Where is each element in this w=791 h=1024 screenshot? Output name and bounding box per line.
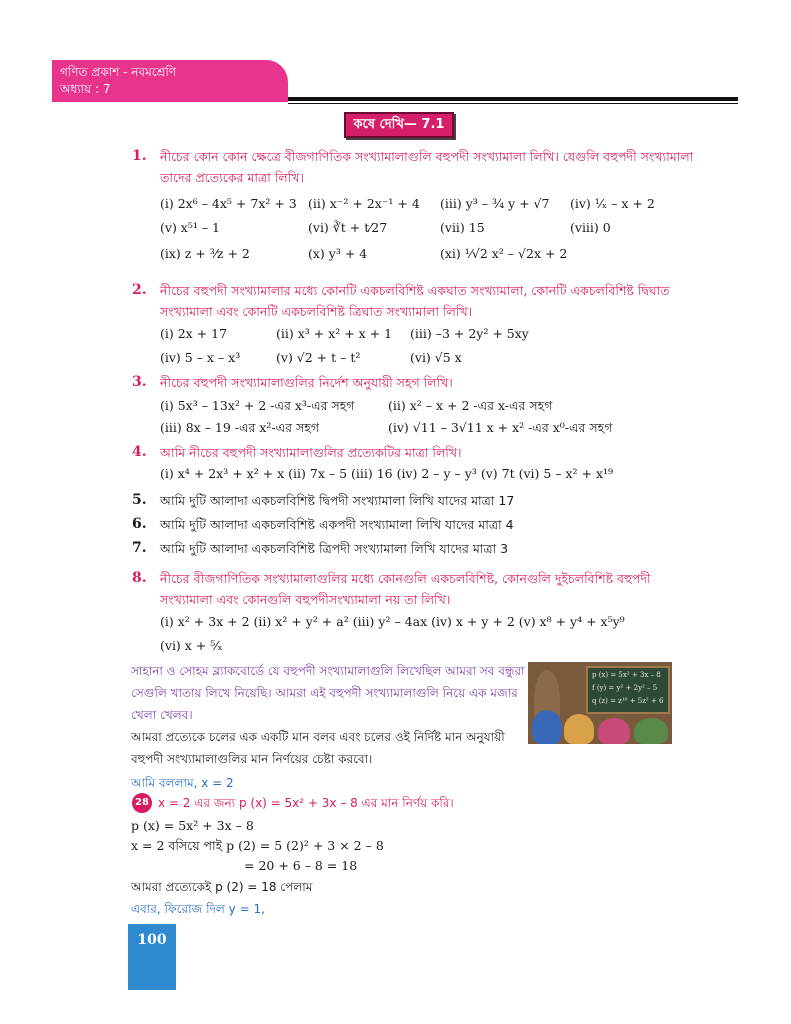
student-green [634, 718, 668, 744]
q2-item-v: (v) √2 + t – t² [276, 350, 361, 365]
work-line-3: = 20 + 6 – 8 = 18 [244, 858, 358, 873]
question-5-number: 5. [132, 492, 147, 508]
question-7-number: 7. [132, 540, 147, 556]
q3-item-iv: (iv) √11 – 3√11 x + x² -এর x⁰-এর সহগ [388, 420, 613, 435]
question-1-text: নীচের কোন কোন ক্ষেত্রে বীজগাণিতিক সংখ্যামালাগুলি বহুপদী সংখ্যামালা লিখি। যেগুলি বহুপদী সংখ্যামালা তাদের প্রত্যেকের মাত্রা লিখি। [160, 149, 694, 185]
q3-item-ii: (ii) x² – x + 2 -এর x-এর সহগ [388, 398, 553, 413]
page-number-tab [128, 924, 176, 990]
q2-item-ii: (ii) x³ + x² + x + 1 [276, 326, 393, 341]
question-5-text: আমি দুটি আলাদা একচলবিশিষ্ট দ্বিপদী সংখ্যামালা লিখি যাদের মাত্রা 17 [160, 493, 515, 508]
question-4-text: আমি নীচের বহুপদী সংখ্যামালাগুলির প্রত্যেকটির মাত্রা লিখি। [160, 445, 462, 460]
q1-item-vii: (vii) 15 [440, 220, 485, 235]
question-8-text: নীচের বীজগাণিতিক সংখ্যামালাগুলির মধ্যে কোনগুলি একচলবিশিষ্ট, কোনগুলি দুইচলবিশিষ্ট বহুপদী সংখ্যামালা এবং কোনগুলি বহুপদীসংখ্যামালা নয় তা লিখি। [160, 571, 651, 607]
q3-item-iii: (iii) 8x – 19 -এর x²-এর সহগ [160, 420, 320, 435]
q1-item-viii: (viii) 0 [570, 220, 611, 235]
story-paragraph-2: আমরা প্রত্যেকে চলের এক একটি মান বলব এবং চলের ওই নির্দিষ্ট মান অনুযায়ী বহুপদী সংখ্যামালাগুলির মান নির্ণয়ের চেষ্টা করবো। [131, 730, 505, 766]
q1-item-ix: (ix) z + ³⁄z + 2 [160, 246, 250, 261]
classroom-illustration [528, 662, 672, 744]
q2-item-iii: (iii) –3 + 2y² + 5xy [410, 326, 529, 341]
q2-item-vi: (vi) √5 x [410, 350, 462, 365]
work-line-1: p (x) = 5x² + 3x – 8 [131, 818, 254, 833]
exercise-title: কষে দেখি— 7.1 [344, 112, 454, 138]
question-3-number: 3. [132, 374, 147, 390]
question-7-text: আমি দুটি আলাদা একচলবিশিষ্ট ত্রিপদী সংখ্যামালা লিখি যাদের মাত্রা 3 [160, 541, 509, 556]
question-1-number: 1. [132, 148, 147, 164]
book-title: গণিত প্রকাশ - নবমশ্রেণি [60, 65, 177, 79]
q8-items-line1: (i) x² + 3x + 2 (ii) x² + y² + a² (iii) y² – 4ax (iv) x + y + 2 (v) x⁸ + y⁴ + x⁵y⁹ [160, 614, 625, 629]
student-yellow [564, 714, 594, 744]
header-rule-thin [288, 103, 738, 104]
q1-item-i: (i) 2x⁶ – 4x⁵ + 7x² + 3 [160, 196, 297, 211]
q2-item-i: (i) 2x + 17 [160, 326, 228, 341]
blackboard [586, 666, 670, 714]
question-3-text: নীচের বহুপদী সংখ্যামালাগুলির নির্দেশ অনুযায়ী সহগ লিখি। [160, 375, 453, 390]
example-statement: x = 2 এর জন্য p (x) = 5x² + 3x – 8 এর মান নির্ণয় করি। [158, 796, 454, 810]
work-line-2: x = 2 বসিয়ে পাই p (2) = 5 (2)² + 3 × 2 – 8 [131, 838, 384, 853]
q2-item-iv: (iv) 5 – x – x³ [160, 350, 241, 365]
chapter-header [52, 60, 288, 102]
q4-items: (i) x⁴ + 2x³ + x² + x (ii) 7x – 5 (iii) 16 (iv) 2 – y – y³ (v) 7t (vi) 5 – x² + x¹⁹ [160, 466, 614, 481]
board-line-1: p (x) = 5x² + 3x – 8 [592, 671, 661, 679]
q3-item-i: (i) 5x³ – 13x² + 2 -এর x³-এর সহগ [160, 398, 355, 413]
question-2-text: নীচের বহুপদী সংখ্যামালার মধ্যে কোনটি একচলবিশিষ্ট একঘাত সংখ্যামালা, কোনটি একচলবিশিষ্ট দ্বিঘাত সংখ্যামালা এবং কোনটি একচলবিশিষ্ট ত্রিঘাত সংখ্যামালা লিখি। [160, 283, 670, 319]
q1-item-ii: (ii) x⁻² + 2x⁻¹ + 4 [308, 196, 420, 211]
q1-item-xi: (xi) ¹⁄√2 x² – √2x + 2 [440, 246, 568, 261]
q8-items-line2: (vi) x + ⁵⁄ₓ [160, 638, 223, 653]
header-rule-thick [288, 97, 738, 101]
student-pink [598, 718, 630, 744]
question-4-number: 4. [132, 444, 147, 460]
page-number: 100 [137, 932, 167, 948]
story-paragraph-1: সাহানা ও সোহম ব্ল্যাকবোর্ডে যে বহুপদী সংখ্যামালাগুলি লিখেছিল আমরা সব বন্ধুরা সেগুলি খাতায় লিখে নিয়েছি। আমরা এই বহুপদী সংখ্যামালাগুলি নিয়ে এক মজার খেলা খেলব। [131, 664, 525, 722]
q1-item-vi: (vi) ∛t + t⁄27 [308, 220, 388, 235]
student-blue [532, 710, 562, 744]
question-8-number: 8. [132, 570, 147, 586]
example-number-badge: 28 [132, 793, 152, 813]
chapter-label: অধ্যায় : 7 [60, 82, 111, 96]
question-6-text: আমি দুটি আলাদা একচলবিশিষ্ট একপদী সংখ্যামালা লিখি যাদের মাত্রা 4 [160, 517, 514, 532]
board-line-3: q (z) = z¹⁰ + 5z² + 6 [592, 697, 664, 705]
story-said: আমি বললাম, x = 2 [131, 776, 234, 790]
work-line-5: এবার, ফিরোজ দিল y = 1, [131, 902, 265, 916]
q1-item-iii: (iii) y³ – ³⁄₄ y + √7 [440, 196, 550, 211]
q1-item-x: (x) y³ + 4 [308, 246, 368, 261]
board-line-2: f (y) = y² + 2y² – 5 [592, 684, 658, 692]
q1-item-iv: (iv) ¹⁄ₓ – x + 2 [570, 196, 655, 211]
question-6-number: 6. [132, 516, 147, 532]
q1-item-v: (v) x⁵¹ – 1 [160, 220, 221, 235]
work-line-4: আমরা প্রত্যেকেই p (2) = 18 পেলাম [131, 880, 313, 894]
question-2-number: 2. [132, 282, 147, 298]
